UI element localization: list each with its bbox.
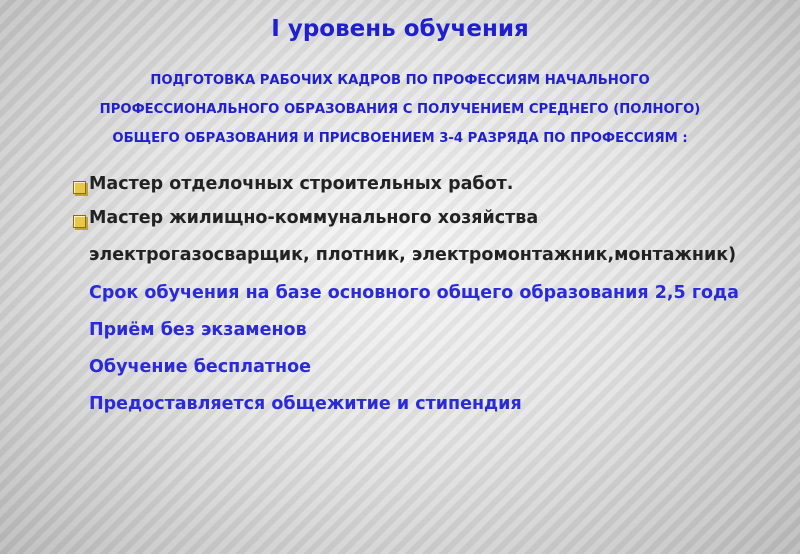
bullet-item: Мастер отделочных строительных работ.: [89, 174, 514, 194]
subtitle-line: ПОДГОТОВКА РАБОЧИХ КАДРОВ ПО ПРОФЕССИЯМ НАЧАЛЬНОГО: [150, 73, 650, 88]
info-line: Обучение бесплатное: [89, 357, 312, 377]
info-line: Предоставляется общежитие и стипендия: [89, 394, 522, 414]
subtitle-line: ПРОФЕССИОНАЛЬНОГО ОБРАЗОВАНИЯ С ПОЛУЧЕНИЕМ СРЕДНЕГО (ПОЛНОГО): [99, 102, 701, 117]
slide-title: I уровень обучения: [271, 16, 529, 42]
checkbox-bullet-icon: [73, 181, 86, 194]
slide-subtitle: [60, 66, 740, 153]
subtitle-line: ОБЩЕГО ОБРАЗОВАНИЯ И ПРИСВОЕНИЕМ 3-4 РАЗРЯДА ПО ПРОФЕССИЯМ :: [112, 131, 688, 146]
bullet-continuation: электрогазосварщик, плотник, электромонтажник,монтажник): [89, 245, 737, 265]
checkbox-bullet-icon: [73, 215, 86, 228]
info-line: Срок обучения на базе основного общего образования 2,5 года: [89, 283, 739, 303]
info-line: Приём без экзаменов: [89, 320, 307, 340]
bullet-item: Мастер жилищно-коммунального хозяйства: [89, 208, 539, 228]
